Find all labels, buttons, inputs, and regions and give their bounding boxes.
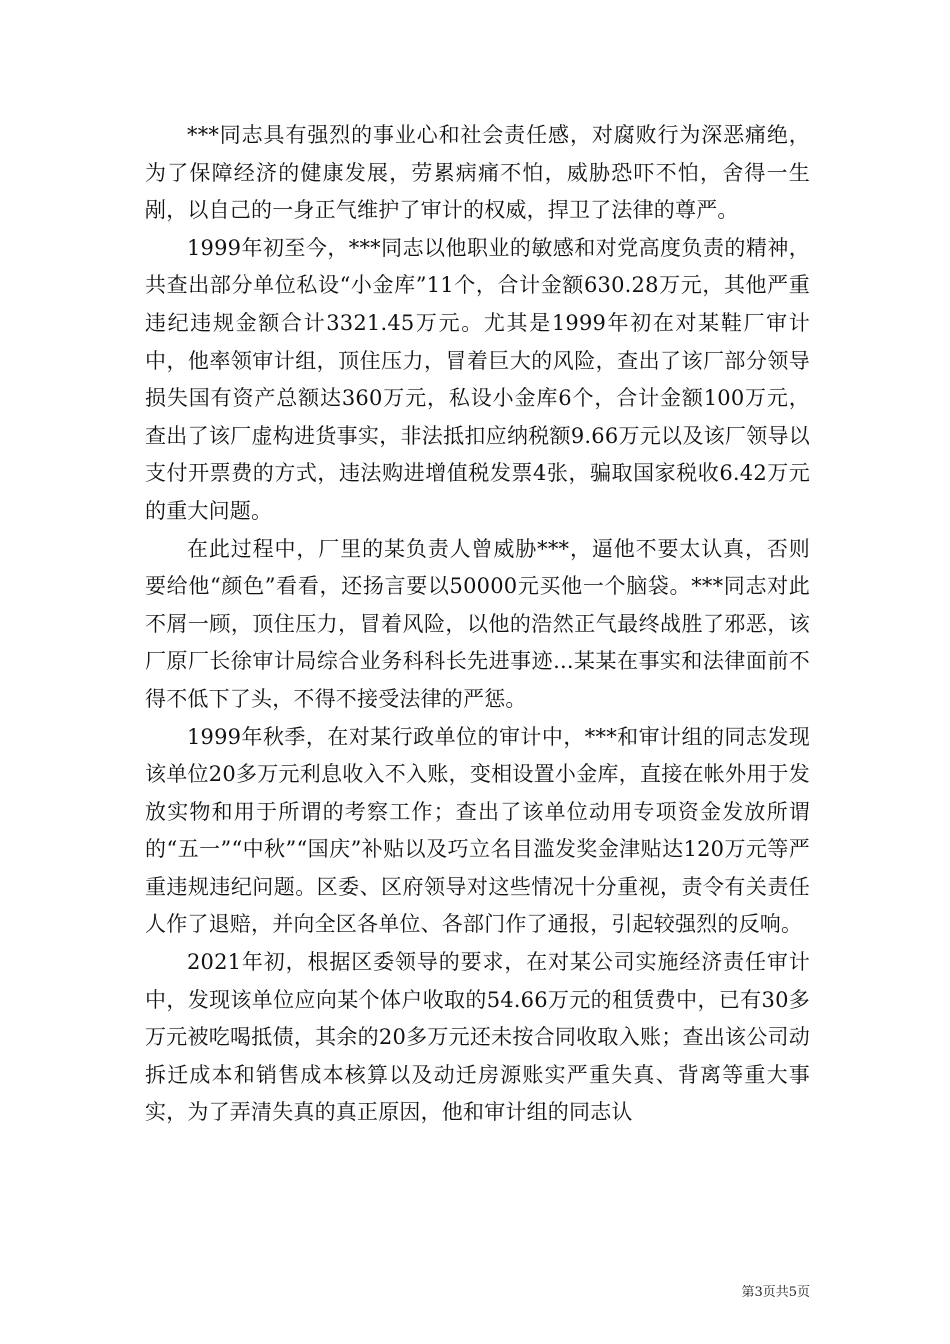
paragraph-4: 1999年秋季，在对某行政单位的审计中，***和审计组的同志发现该单位20多万元利息收入不入账，变相设置小金库，直接在帐外用于发放实物和用于所谓的考察工作；查出了该单位动用专项资金发放所谓的“五一”“中秋”“国庆”补贴以及巧立名目滥发奖金津贴达120万元等严重违规违纪问题。区委、区府领导对这些情况十分重视，责令有关责任人作了退赔，并向全区各单位、各部门作了通报，引起较强烈的反响。	[145, 724, 810, 937]
paragraph-1: ***同志具有强烈的事业心和社会责任感，对腐败行为深恶痛绝，为了保障经济的健康发展，劳累病痛不怕，威胁恐吓不怕，舍得一生剐，以自己的一身正气维护了审计的权威，捍卫了法律的尊严。	[145, 123, 810, 223]
page-number: 第3页共5页	[741, 1285, 810, 1300]
paragraph-3: 在此过程中，厂里的某负责人曾威胁***，逼他不要太认真，否则要给他“颜色”看看，还扬言要以50000元买他一个脑袋。***同志对此不屑一顾，顶住压力，冒着风险，以他的浩然正气最终战胜了邪恶，该厂原厂长徐审计局综合业务科科长先进事迹...某某在事实和法律面前不得不低下了头，不得不接受法律的严惩。	[145, 536, 810, 711]
document-body	[145, 117, 810, 1132]
paragraph-2: 1999年初至今，***同志以他职业的敏感和对党高度负责的精神，共查出部分单位私设“小金库”11个，合计金额630.28万元，其他严重违纪违规金额合计3321.45万元。尤其是1999年初在对某鞋厂审计中，他率领审计组，顶住压力，冒着巨大的风险，查出了该厂部分领导损失国有资产总额达360万元，私设小金库6个，合计金额100万元，查出了该厂虚构进货事实，非法抵扣应纳税额9.66万元以及该厂领导以支付开票费的方式，违法购进增值税发票4张，骗取国家税收6.42万元的重大问题。	[145, 235, 810, 523]
paragraph-5: 2021年初，根据区委领导的要求，在对某公司实施经济责任审计中，发现该单位应向某个体户收取的54.66万元的租赁费中，已有30多万元被吃喝抵债，其余的20多万元还未按合同收取入账；查出该公司动拆迁成本和销售成本核算以及动迁房源账实严重失真、背离等重大事实，为了弄清失真的真正原因，他和审计组的同志认	[145, 950, 810, 1125]
